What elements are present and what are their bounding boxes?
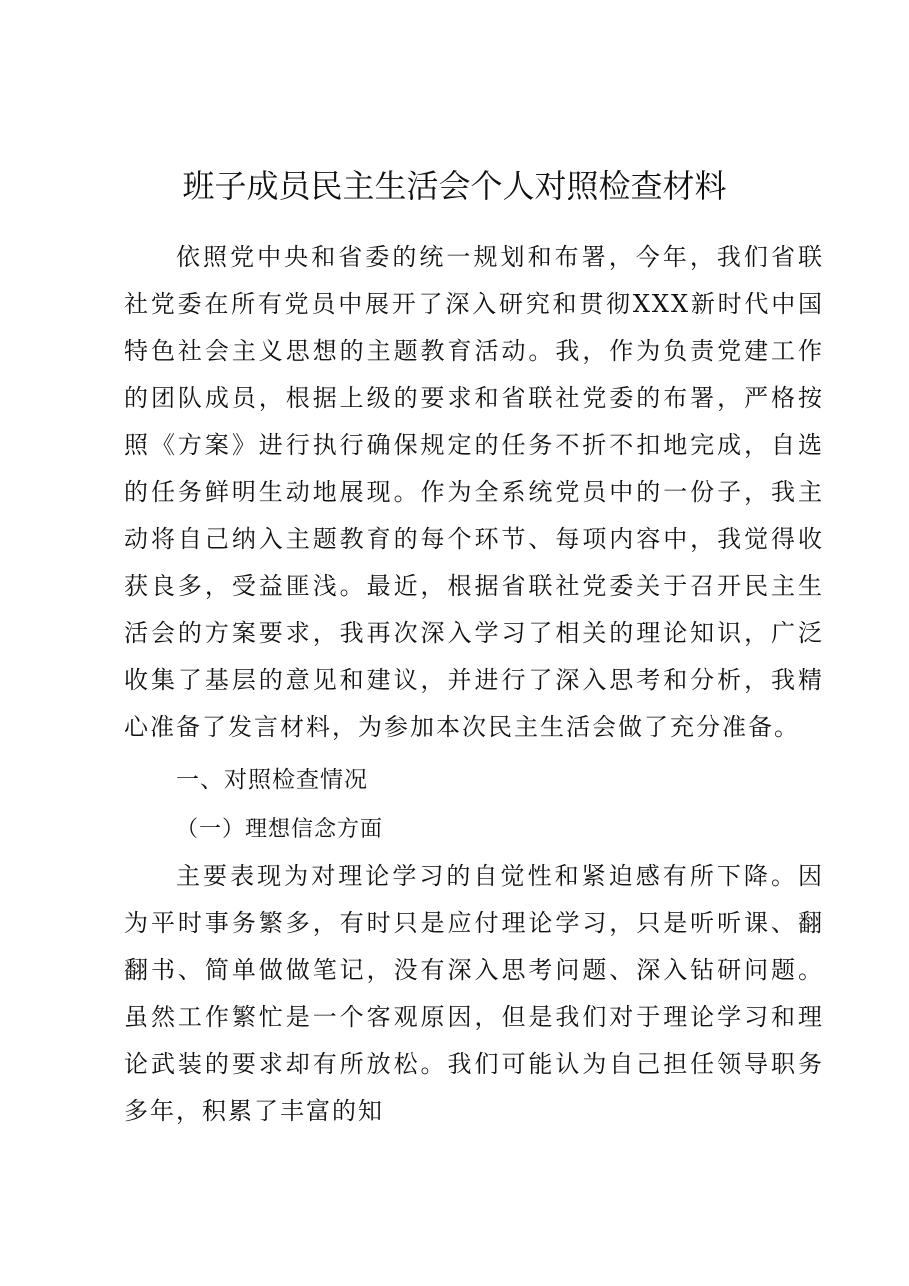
intro-paragraph: 依照党中央和省委的统一规划和布署，今年，我们省联社党委在所有党员中展开了深入研究和贯彻XXX新时代中国特色社会主义思想的主题教育活动。我，作为负责党建工作的团队成员，根据上级的要求和省联社党委的布署，严格按照《方案》进行执行确保规定的任务不折不扣地完成，自选的任务鲜明生动地展现。作为全系统党员中的一份子，我主动将自己纳入主题教育的每个环节、每项内容中，我觉得收获良多，受益匪浅。最近，根据省联社党委关于召开民主生活会的方案要求，我再次深入学习了相关的理论知识，广泛收集了基层的意见和建议，并进行了深入思考和分析，我精心准备了发言材料，为参加本次民主生活会做了充分准备。 [124, 243, 824, 741]
document-title: 班子成员民主生活会个人对照检查材料 [182, 167, 727, 205]
section-heading-inspection: 一、对照检查情况 [176, 767, 368, 793]
subsection-heading-ideals: （一）理想信念方面 [176, 817, 384, 842]
ideals-paragraph: 主要表现为对理论学习的自觉性和紧迫感有所下降。因为平时事务繁多，有时只是应付理论学习，只是听听课、翻翻书、简单做做笔记，没有深入思考问题、深入钻研问题。虽然工作繁忙是一个客观原因，但是我们对于理论学习和理论武装的要求却有所放松。我们可能认为自己担任领导职务多年，积累了丰富的知 [124, 862, 824, 1125]
